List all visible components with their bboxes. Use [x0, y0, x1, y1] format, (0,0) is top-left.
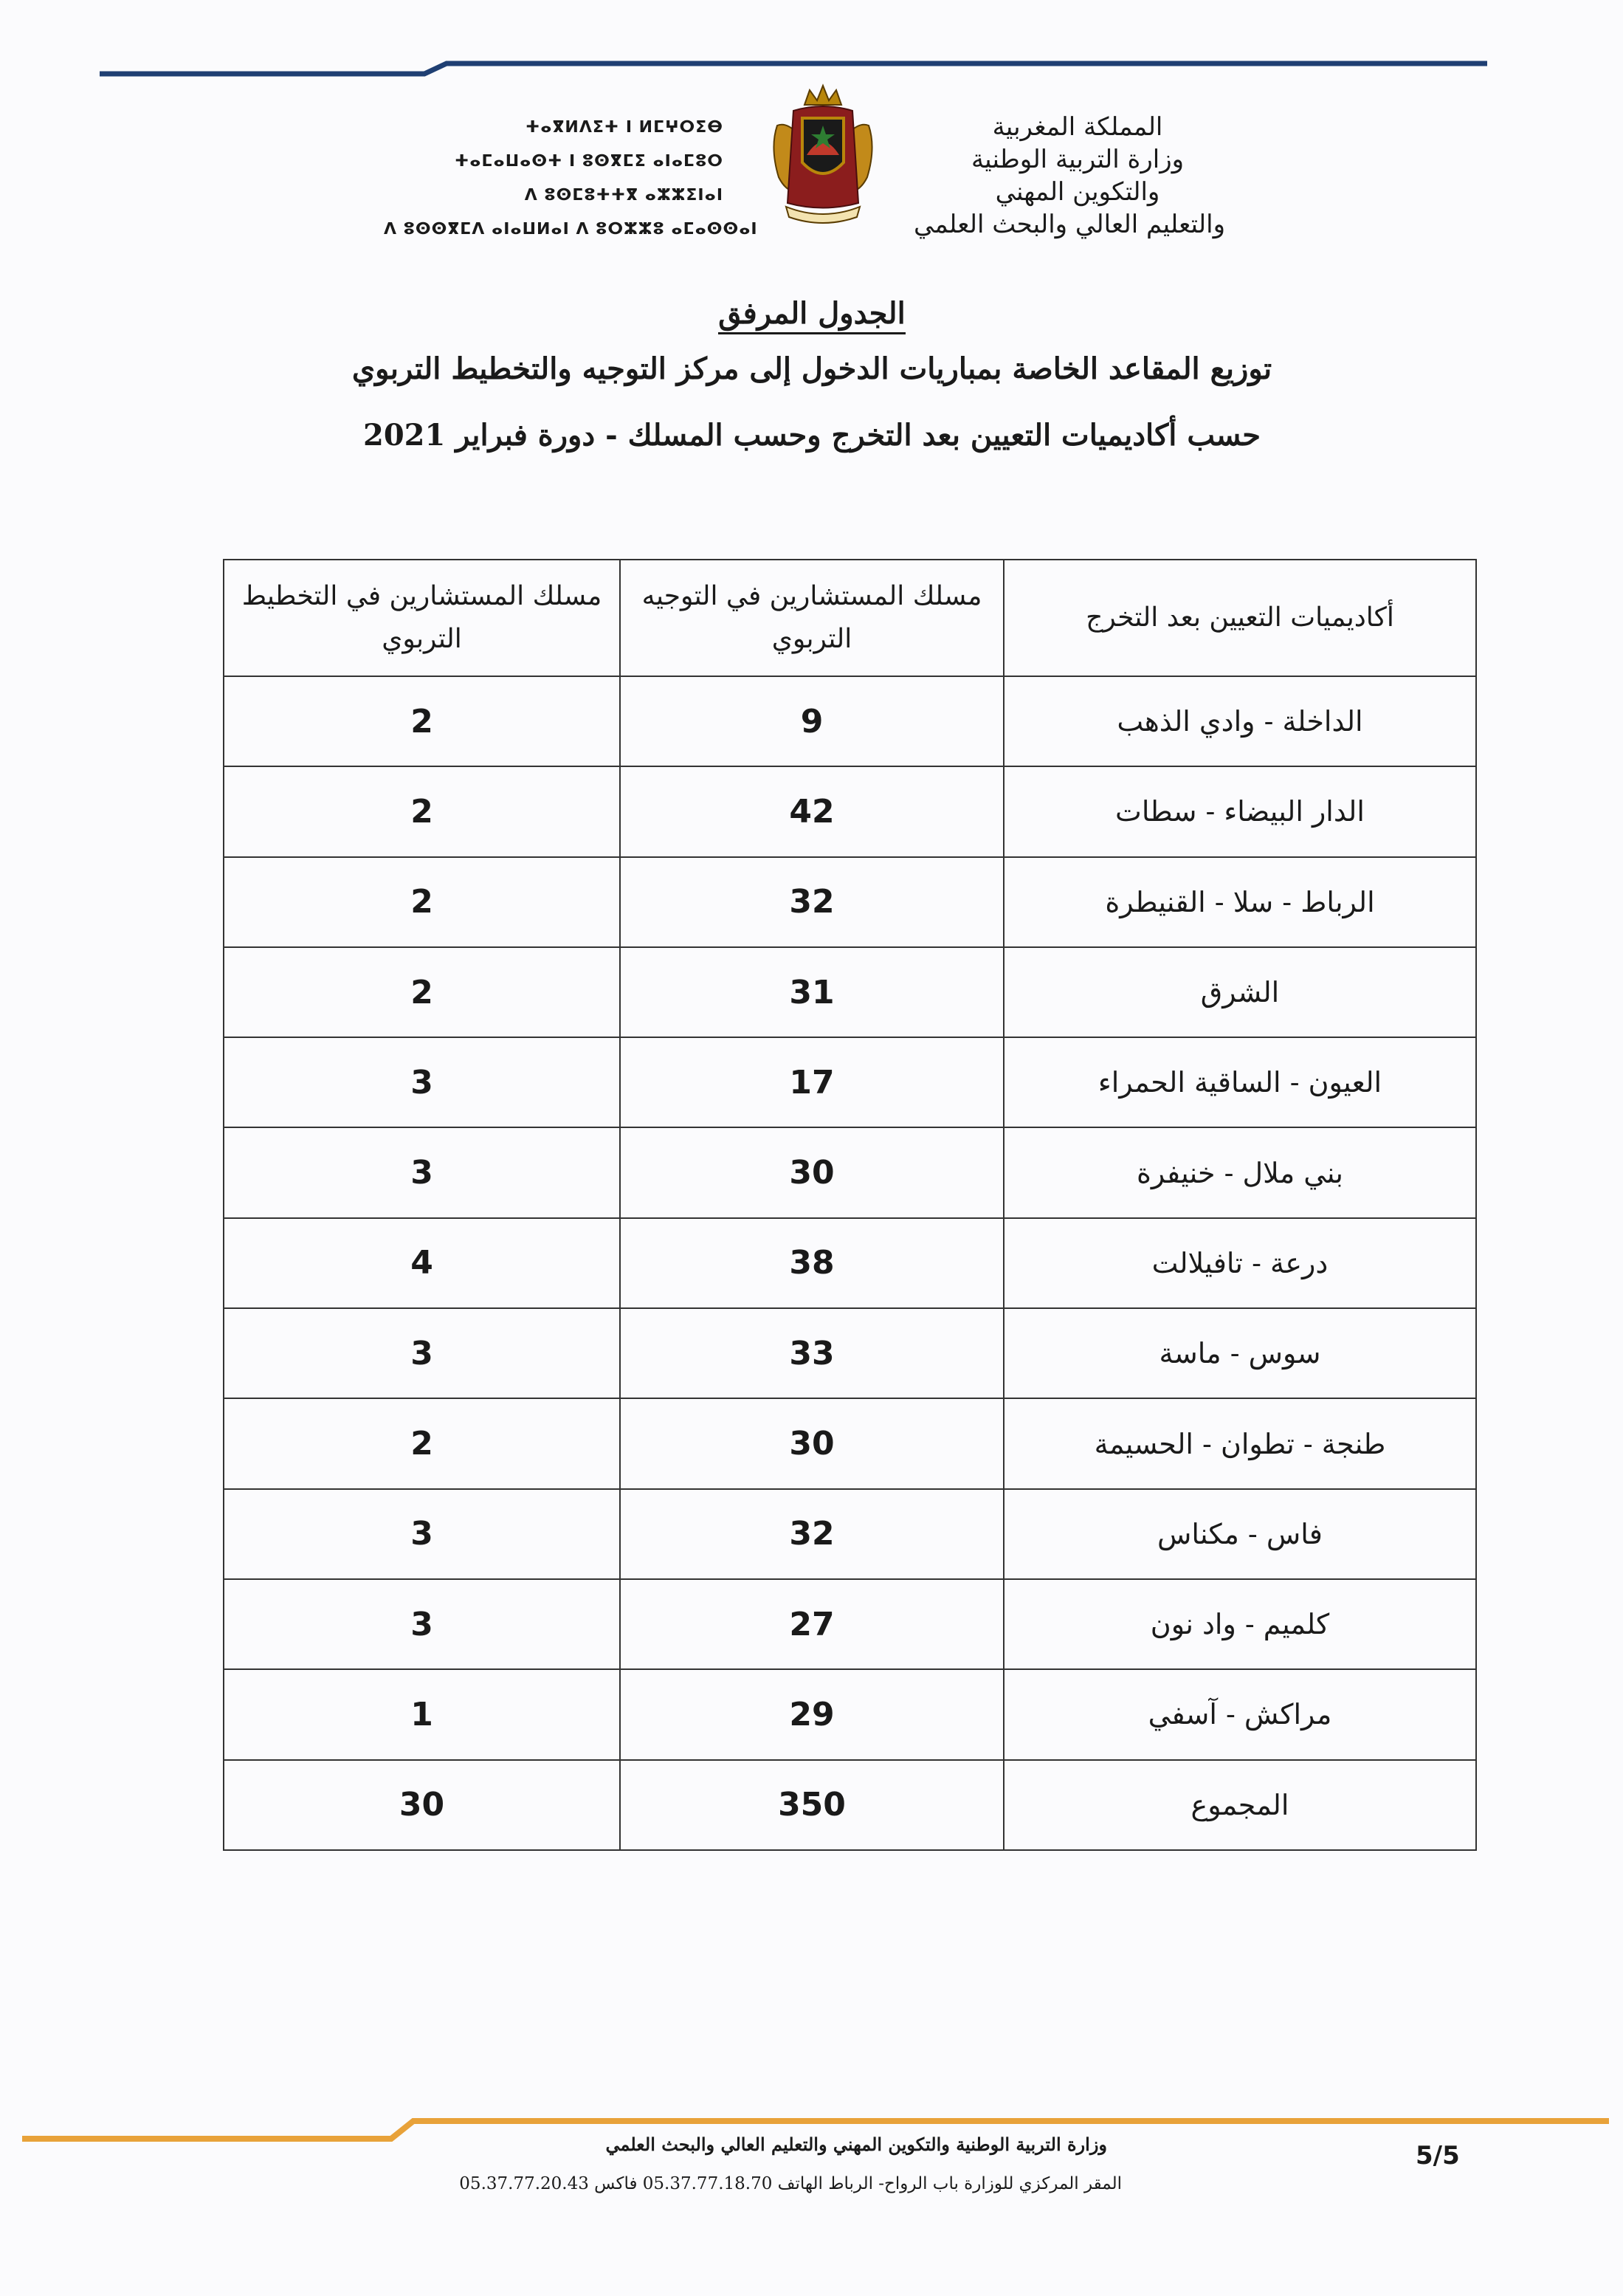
table-row [224, 1579, 1476, 1669]
planning-seats-cell: 2 [224, 1398, 620, 1488]
planning-seats-cell: 3 [224, 1308, 620, 1398]
document-titles [295, 292, 1329, 469]
planning-seats-cell: 4 [224, 1218, 620, 1308]
total-planning-seats-cell: 30 [224, 1760, 620, 1850]
header-arabic-line: والتعليم العالي والبحث العلمي [914, 210, 1225, 239]
table-header-row [224, 560, 1476, 676]
academy-cell: الدار البيضاء - سطات [1004, 766, 1476, 856]
academy-cell: مراكش - آسفي [1004, 1669, 1476, 1759]
seat-distribution-table [223, 559, 1477, 1851]
planning-seats-cell: 2 [224, 857, 620, 947]
guidance-seats-cell: 33 [620, 1308, 1004, 1398]
ministry-header-arabic [914, 111, 1225, 241]
ministry-header-tifinagh [384, 111, 758, 247]
guidance-seats-cell: 32 [620, 1489, 1004, 1579]
table-row [224, 1398, 1476, 1488]
table-row [224, 947, 1476, 1037]
guidance-seats-cell: 17 [620, 1037, 1004, 1127]
guidance-seats-cell: 29 [620, 1669, 1004, 1759]
table-row [224, 1669, 1476, 1759]
title-by-academy-session: حسب أكاديميات التعيين بعد التخرج وحسب المسلك - دورة فبراير 2021 [362, 418, 1261, 453]
academy-cell: كلميم - واد نون [1004, 1579, 1476, 1669]
guidance-seats-cell: 30 [620, 1398, 1004, 1488]
academy-cell: بني ملال - خنيفرة [1004, 1127, 1476, 1217]
table-row [224, 1218, 1476, 1308]
planning-seats-cell: 2 [224, 947, 620, 1037]
academy-cell: فاس - مكناس [1004, 1489, 1476, 1579]
header-tifinagh-line: ⴷ ⵓⵙⵎⵓⵜⵜⴳ ⴰⵣⵣⵉⵏⴰⵏ [524, 186, 723, 204]
header-arabic-line: والتكوين المهني [995, 177, 1160, 207]
footer-address-contact: المقر المركزي للوزارة باب الرواح- الرباط الهاتف 05.37.77.18.70 فاكس 05.37.77.20.43 [459, 2174, 1122, 2193]
table-row [224, 1037, 1476, 1127]
guidance-seats-cell: 32 [620, 857, 1004, 947]
guidance-seats-cell: 31 [620, 947, 1004, 1037]
planning-seats-cell: 3 [224, 1127, 620, 1217]
table-total-row [224, 1760, 1476, 1850]
guidance-seats-cell: 30 [620, 1127, 1004, 1217]
footer-ministry-name: وزارة التربية الوطنية والتكوين المهني والتعليم العالي والبحث العلمي [605, 2134, 1107, 2155]
page-number: 5/5 [1416, 2141, 1460, 2170]
guidance-seats-cell: 27 [620, 1579, 1004, 1669]
academy-cell: طنجة - تطوان - الحسيمة [1004, 1398, 1476, 1488]
academy-cell: الداخلة - وادي الذهب [1004, 676, 1476, 766]
planning-seats-cell: 3 [224, 1037, 620, 1127]
table-row [224, 1127, 1476, 1217]
header-tifinagh-line: ⴷ ⵓⵙⵙⴳⵎⴷ ⴰⵏⴰⵡⵍⴰⵏ ⴷ ⵓⵔⵣⵣⵓ ⴰⵎⴰⵙⵙⴰⵏ [384, 220, 758, 238]
table-row [224, 676, 1476, 766]
total-label-cell: المجموع [1004, 1760, 1476, 1850]
planning-seats-cell: 3 [224, 1489, 620, 1579]
table-row [224, 766, 1476, 856]
coat-of-arms-icon [764, 81, 882, 229]
planning-seats-cell: 2 [224, 676, 620, 766]
planning-seats-cell: 3 [224, 1579, 620, 1669]
top-decorative-line [100, 58, 1487, 80]
total-guidance-seats-cell: 350 [620, 1760, 1004, 1850]
planning-seats-cell: 2 [224, 766, 620, 856]
academy-cell: الرباط - سلا - القنيطرة [1004, 857, 1476, 947]
header-tifinagh-line: ⵜⴰⵎⴰⵡⴰⵙⵜ ⵏ ⵓⵙⴳⵎⵉ ⴰⵏⴰⵎⵓⵔ [455, 152, 723, 171]
column-header-guidance-track: مسلك المستشارين في التوجيه التربوي [620, 560, 1004, 676]
title-attached-table: الجدول المرفق [718, 296, 905, 334]
academy-cell: الشرق [1004, 947, 1476, 1037]
table-row [224, 1308, 1476, 1398]
academy-cell: درعة - تافيلالت [1004, 1218, 1476, 1308]
column-header-planning-track: مسلك المستشارين في التخطيط التربوي [224, 560, 620, 676]
planning-seats-cell: 1 [224, 1669, 620, 1759]
guidance-seats-cell: 42 [620, 766, 1004, 856]
table-row [224, 1489, 1476, 1579]
title-seat-distribution: توزيع المقاعد الخاصة بمباريات الدخول إلى مركز التوجيه والتخطيط التربوي [351, 351, 1272, 386]
table-row [224, 857, 1476, 947]
header-tifinagh-line: ⵜⴰⴳⵍⴷⵉⵜ ⵏ ⵍⵎⵖⵔⵉⴱ [525, 118, 723, 137]
guidance-seats-cell: 38 [620, 1218, 1004, 1308]
column-header-academy: أكاديميات التعيين بعد التخرج [1004, 560, 1476, 676]
academy-cell: سوس - ماسة [1004, 1308, 1476, 1398]
header-arabic-line: وزارة التربية الوطنية [971, 145, 1185, 174]
academy-cell: العيون - الساقية الحمراء [1004, 1037, 1476, 1127]
header-arabic-line: المملكة المغربية [992, 112, 1163, 142]
guidance-seats-cell: 9 [620, 676, 1004, 766]
